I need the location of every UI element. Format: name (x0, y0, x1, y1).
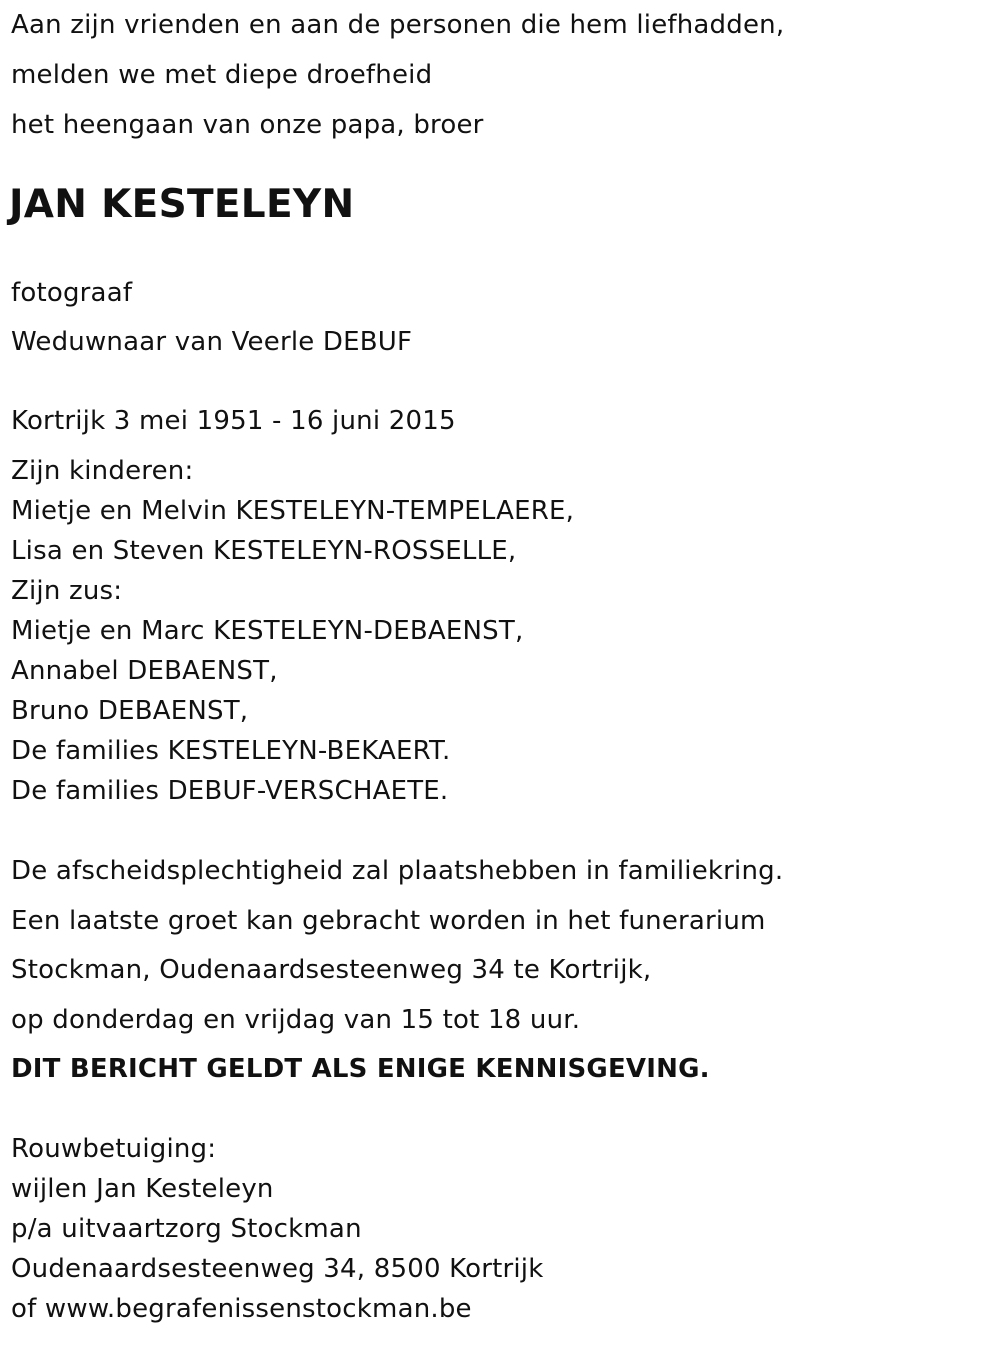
family-line: De families KESTELEYN-BEKAERT. (11, 736, 451, 766)
ceremony-line: Een laatste groet kan gebracht worden in het funerarium (11, 906, 766, 936)
family-line: Zijn kinderen: (11, 456, 194, 486)
intro-line: melden we met diepe droefheid (11, 60, 433, 90)
occupation: fotograaf (11, 278, 133, 308)
ceremony-line: op donderdag en vrijdag van 15 tot 18 uur. (11, 1005, 581, 1035)
family-line: Zijn zus: (11, 576, 123, 606)
ceremony-line: De afscheidsplechtigheid zal plaatshebben in familiekring. (11, 856, 784, 886)
condolence-website: of www.begrafenissenstockman.be (11, 1294, 472, 1324)
family-line: Annabel DEBAENST, (11, 656, 278, 686)
family-line: Lisa en Steven KESTELEYN-ROSSELLE, (11, 536, 517, 566)
family-line: Bruno DEBAENST, (11, 696, 249, 726)
ceremony-line: Stockman, Oudenaardsesteenweg 34 te Kortrijk, (11, 955, 652, 985)
deceased-name: JAN KESTELEYN (9, 182, 355, 227)
condolence-line: Rouwbetuiging: (11, 1134, 217, 1164)
life-dates: Kortrijk 3 mei 1951 - 16 juni 2015 (11, 406, 456, 436)
widower-line: Weduwnaar van Veerle DEBUF (11, 327, 413, 357)
condolence-line: wijlen Jan Kesteleyn (11, 1174, 274, 1204)
intro-line: Aan zijn vrienden en aan de personen die hem liefhadden, (11, 10, 785, 40)
intro-line: het heengaan van onze papa, broer (11, 110, 484, 140)
family-line: De families DEBUF-VERSCHAETE. (11, 776, 449, 806)
family-line: Mietje en Melvin KESTELEYN-TEMPELAERE, (11, 496, 575, 526)
condolence-line: Oudenaardsesteenweg 34, 8500 Kortrijk (11, 1254, 544, 1284)
condolence-line: p/a uitvaartzorg Stockman (11, 1214, 362, 1244)
notice-line: DIT BERICHT GELDT ALS ENIGE KENNISGEVING. (11, 1054, 710, 1084)
family-line: Mietje en Marc KESTELEYN-DEBAENST, (11, 616, 524, 646)
